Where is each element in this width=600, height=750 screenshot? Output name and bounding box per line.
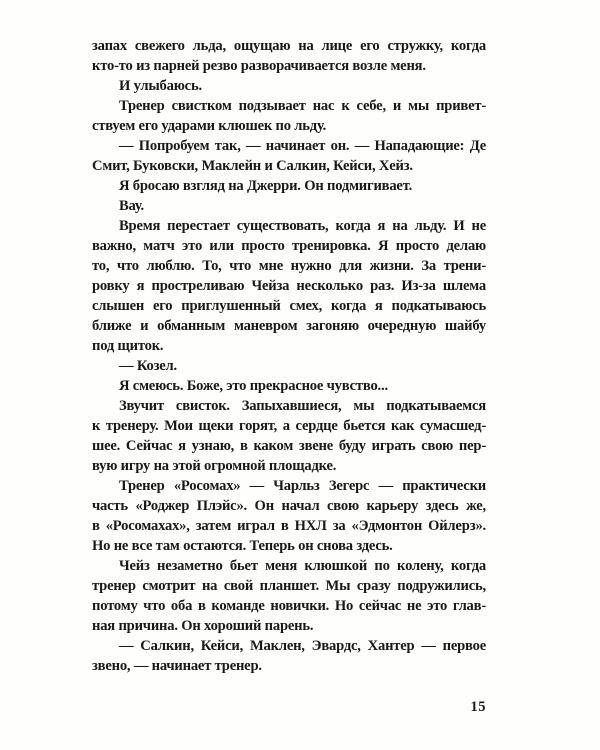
text-line: Смит, Буковски, Маклейн и Салкин, Кейси, Хейз. <box>92 158 413 174</box>
text-line: — Козел. <box>119 358 177 374</box>
text-line: запах свежего льда, ощущаю на лице его стружку, когда <box>92 38 486 54</box>
text-line: под щиток. <box>92 338 164 354</box>
text-line: кто-то из парней резво разворачивается возле меня. <box>92 58 426 74</box>
text-line: к тренеру. Мои щеки горят, а сердце бьется как сумасшед- <box>92 418 486 434</box>
text-line: ствуем его ударами клюшек по льду. <box>92 118 327 134</box>
text-line: Время перестает существовать, когда я на льду. И не <box>119 218 486 234</box>
text-line: — Салкин, Кейси, Маклен, Эвардс, Хантер — первое <box>119 638 486 654</box>
text-line: часть «Роджер Плэйс». Он начал свою карьеру здесь же, <box>92 498 486 514</box>
text-line: ровку я простреливаю Чейза несколько раз. Из-за шлема <box>92 278 486 294</box>
page-number: 15 <box>470 699 486 715</box>
text-line: тренер смотрит на свой планшет. Мы сразу подружились, <box>92 578 486 594</box>
text-line: в «Росомахах», затем играл в НХЛ за «Эдмонтон Ойлерз». <box>92 518 486 534</box>
text-line: Тренер свистком подзывает нас к себе, и мы привет- <box>119 98 486 114</box>
text-line: ближе и обманным маневром загоняю очередную шайбу <box>92 318 486 334</box>
page-text-block <box>92 36 486 676</box>
text-line: шее. Сейчас я узнаю, в каком звене буду играть свою пер- <box>92 438 486 454</box>
text-line: И улыбаюсь. <box>119 78 202 94</box>
text-line: Чейз незаметно бьет меня клюшкой по колену, когда <box>119 558 486 574</box>
text-line: важно, матч это или просто тренировка. Я просто делаю <box>92 238 486 254</box>
text-line: Я бросаю взгляд на Джерри. Он подмигивает. <box>119 178 413 194</box>
text-line: Но не все там остаются. Теперь он снова здесь. <box>92 538 393 554</box>
text-line: звено, — начинает тренер. <box>92 658 262 674</box>
text-line: Вау. <box>119 198 144 214</box>
text-line: Я смеюсь. Боже, это прекрасное чувство... <box>119 378 388 394</box>
text-line: Тренер «Росомах» — Чарльз Зегерс — практически <box>119 478 486 494</box>
text-line: потому что оба в команде новички. Но сейчас не это глав- <box>92 598 486 614</box>
text-line: Звучит свисток. Запыхавшиеся, мы подкатываемся <box>119 398 486 414</box>
text-line: ная причина. Он хороший парень. <box>92 618 314 634</box>
text-line: слышен его приглушенный смех, когда я подкатываюсь <box>92 298 486 314</box>
text-line: вую игру на этой огромной площадке. <box>92 458 337 474</box>
text-line: то, что люблю. То, что мне нужно для жизни. За трени- <box>92 258 486 274</box>
text-line: — Попробуем так, — начинает он. — Нападающие: Де <box>119 138 486 154</box>
